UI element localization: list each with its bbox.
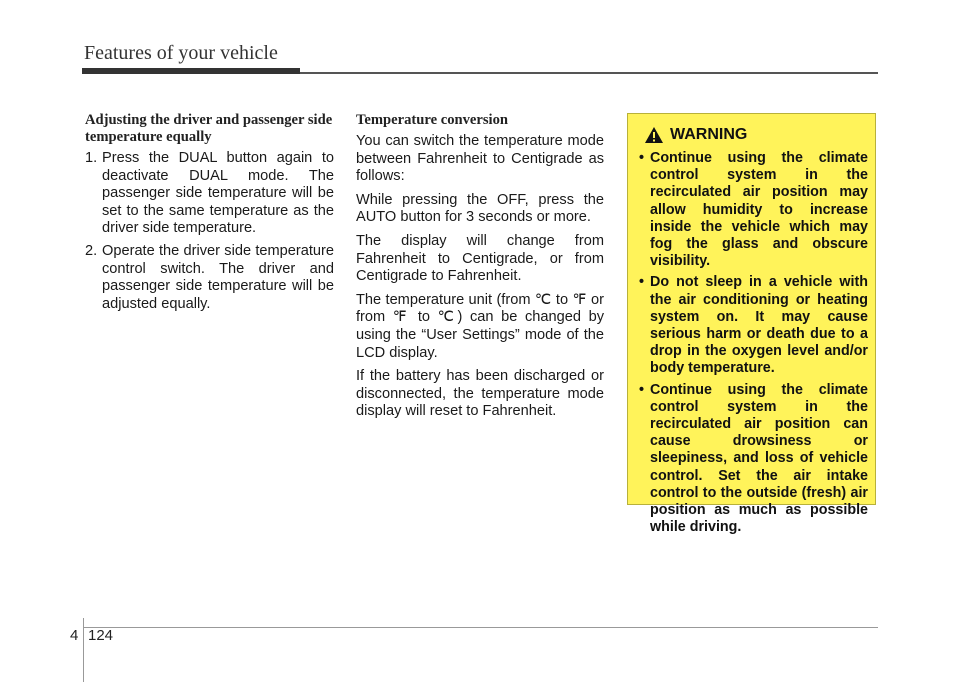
section-heading-dual: Adjusting the driver and passenger side temperature equally <box>85 112 333 145</box>
header-bar <box>82 68 300 74</box>
warning-title: WARNING <box>670 126 748 143</box>
dual-steps-list <box>85 150 334 313</box>
paragraph: While pressing the OFF, press the AUTO button for 3 seconds or more. <box>356 191 604 226</box>
warning-text: Continue using the climate control system in the recirculated air position can cause drowsiness or sleepiness, and loss of vehicle control. Set the air intake control to the outside (fresh) air position as much as possible while driving. <box>650 381 868 536</box>
list-item <box>85 150 334 238</box>
bullet: • <box>639 381 645 398</box>
warning-list <box>639 150 868 540</box>
paragraph: If the battery has been discharged or disconnected, the temperature mode display will reset to Fahrenheit. <box>356 368 604 420</box>
step-text: Press the DUAL button again to deactivate DUAL mode. The passenger side temperature will be set to the same temperature as the driver side temperature. <box>102 150 334 237</box>
footer-rule <box>83 627 878 628</box>
page-header-title: Features of your vehicle <box>84 42 278 64</box>
list-item <box>639 382 868 537</box>
header-rule <box>300 72 878 74</box>
section-heading-conversion: Temperature conversion <box>356 112 509 128</box>
paragraph: The display will change from Fahrenheit to Centigrade, or from Centigrade to Fahrenheit. <box>356 232 604 285</box>
warning-text: Continue using the climate control system in the recirculated air position may allow humidity to increase inside the vehicle which may fog the glass and obscure visibility. <box>650 150 868 270</box>
warning-text: Do not sleep in a vehicle with the air conditioning or heating system on. It may cause serious harm or death due to a drop in the oxygen level and/or body temperature. <box>650 274 868 377</box>
list-item <box>85 243 334 313</box>
step-number: 2. <box>85 242 98 259</box>
paragraph: The temperature unit (from ℃ to ℉ or from ℉ to ℃) can be changed by using the “User Settings” mode of the LCD display. <box>356 291 604 361</box>
warning-header <box>644 126 747 144</box>
page-number: 124 <box>88 627 114 644</box>
step-text: Operate the driver side temperature control switch. The driver and passenger side temperature will be adjusted equally. <box>102 242 334 312</box>
footer-divider <box>83 618 84 682</box>
chapter-number: 4 <box>70 627 79 644</box>
bullet: • <box>639 274 645 291</box>
warning-box <box>627 113 876 536</box>
bullet: • <box>639 150 645 166</box>
warning-triangle-icon <box>644 126 664 144</box>
middle-column <box>356 112 604 427</box>
paragraph: You can switch the temperature mode between Fahrenheit to Centigrade as follows: <box>356 133 604 185</box>
list-item <box>639 274 868 377</box>
list-item <box>639 150 868 270</box>
step-number: 1. <box>85 150 98 166</box>
left-column <box>85 112 334 318</box>
